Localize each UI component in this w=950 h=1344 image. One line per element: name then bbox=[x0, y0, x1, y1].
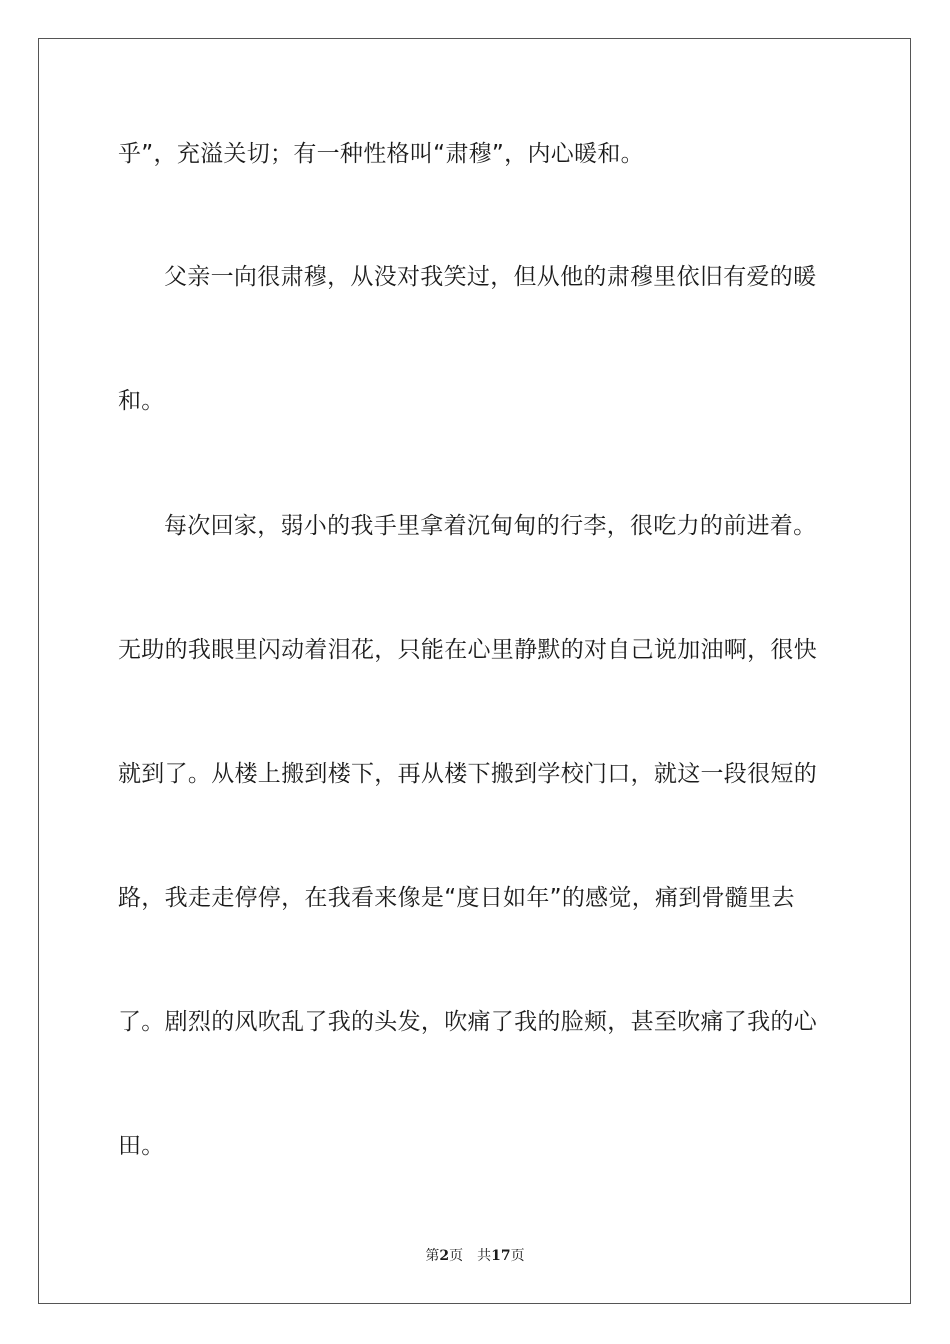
page-prefix: 第 bbox=[425, 1248, 440, 1264]
body-text-line-5: 无助的我眼里闪动着泪花，只能在心里静默的对自己说加油啊，很快 bbox=[118, 637, 817, 663]
body-text-line-8: 了。剧烈的风吹乱了我的头发，吹痛了我的脸颊，甚至吹痛了我的心 bbox=[118, 1009, 817, 1035]
body-text-line-4: 每次回家，弱小的我手里拿着沉甸甸的行李，很吃力的前进着。 bbox=[164, 513, 817, 539]
page-suffix: 页 bbox=[449, 1248, 464, 1264]
total-prefix: 共 bbox=[477, 1248, 492, 1264]
body-text-line-7: 路，我走走停停，在我看来像是“度日如年”的感觉，痛到骨髓里去 bbox=[118, 885, 795, 911]
page-footer bbox=[0, 1246, 950, 1266]
total-pages: 17 bbox=[491, 1248, 511, 1264]
body-text-line-9: 田。 bbox=[118, 1133, 165, 1159]
total-suffix: 页 bbox=[510, 1248, 525, 1264]
body-text-line-3: 和。 bbox=[118, 388, 165, 414]
body-text-line-2: 父亲一向很肃穆，从没对我笑过，但从他的肃穆里依旧有爱的暖 bbox=[164, 264, 817, 290]
body-text-line-6: 就到了。从楼上搬到楼下，再从楼下搬到学校门口，就这一段很短的 bbox=[118, 761, 817, 787]
page-number: 2 bbox=[439, 1248, 450, 1264]
page-border bbox=[38, 38, 911, 1304]
body-text-line-1: 乎”，充溢关切；有一种性格叫“肃穆”，内心暖和。 bbox=[118, 141, 644, 167]
